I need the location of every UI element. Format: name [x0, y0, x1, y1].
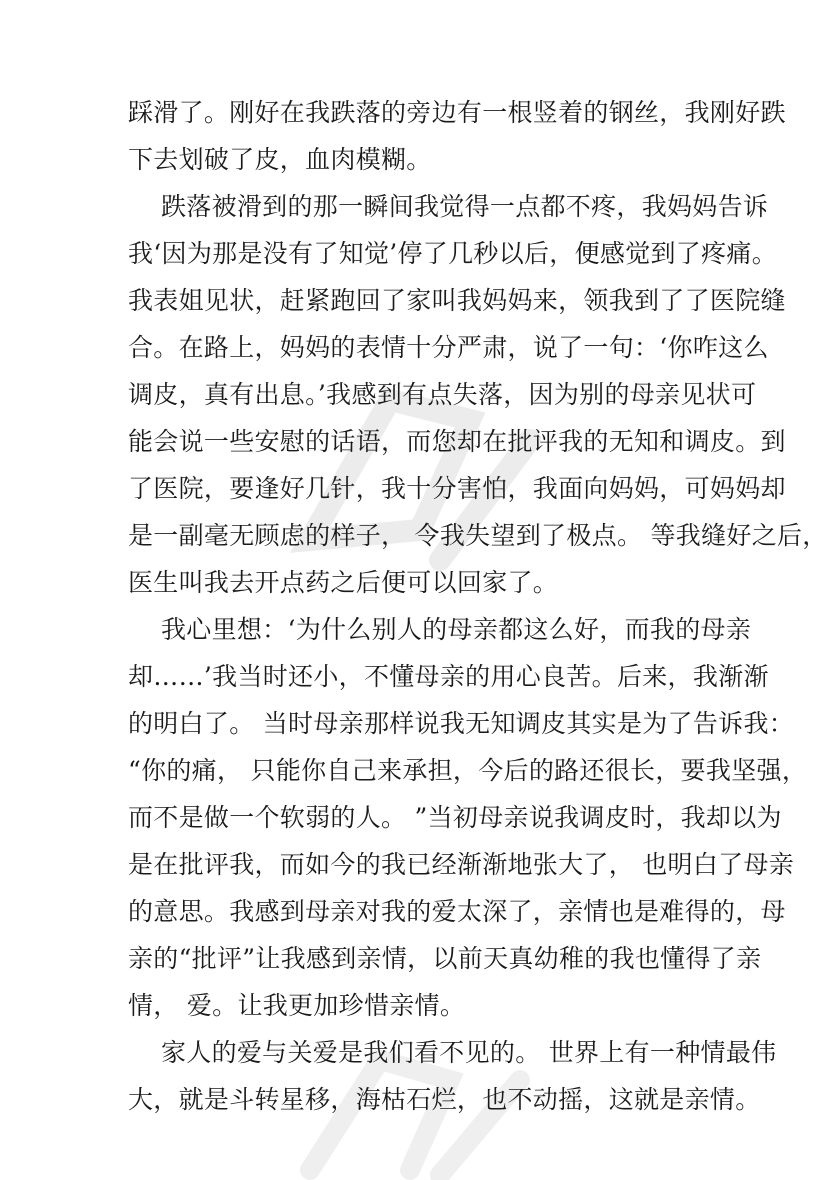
text-line-18: 的意思。我感到母亲对我的爱太深了，亲情也是难得的，母 — [128, 897, 786, 926]
text-line-19: 亲的“批评”让我感到亲情，以前天真幼稚的我也懂得了亲 — [128, 944, 762, 973]
text-line-5: 我表姐见状，赶紧跑回了家叫我妈妈来，领我到了了医院缝 — [128, 286, 786, 315]
text-line-2: 下去划破了皮，血肉模糊。 — [128, 145, 432, 174]
text-line-4: 我‘因为那是没有了知觉’停了几秒以后，便感觉到了疼痛。 — [128, 239, 777, 268]
text-line-15: “你的痛， 只能你自己来承担，今后的路还很长，要我坚强， — [128, 756, 808, 785]
text-line-3: 跌落被滑到的那一瞬间我觉得一点都不疼，我妈妈告诉 — [128, 192, 769, 221]
text-line-14: 的明白了。 当时母亲那样说我无知调皮其实是为了告诉我： — [128, 709, 795, 738]
text-line-21: 家人的爱与关爱是我们看不见的。 世界上有一种情最伟 — [128, 1038, 777, 1067]
text-line-8: 能会说一些安慰的话语，而您却在批评我的无知和调皮。到 — [128, 427, 786, 456]
text-line-16: 而不是做一个软弱的人。 ”当初母亲说我调皮时，我却以为 — [128, 803, 782, 832]
text-line-20: 情， 爱。让我更加珍惜亲情。 — [128, 991, 466, 1020]
text-line-11: 医生叫我去开点药之后便可以回家了。 — [128, 568, 559, 597]
text-line-17: 是在批评我，而如今的我已经渐渐地张大了， 也明白了母亲 — [128, 850, 795, 879]
text-line-22: 大，就是斗转星移，海枯石烂，也不动摇，这就是亲情。 — [128, 1085, 761, 1114]
text-line-12: 我心里想：‘为什么别人的母亲都这么好，而我的母亲 — [128, 615, 752, 644]
text-line-10: 是一副毫无顾虑的样子， 令我失望到了极点。 等我缝好之后， — [128, 521, 828, 550]
text-line-7: 调皮，真有出息。’我感到有点失落，因为别的母亲见状可 — [128, 380, 757, 409]
text-line-1: 踩滑了。刚好在我跌落的旁边有一根竖着的钢丝，我刚好跌 — [128, 98, 786, 127]
text-line-6: 合。在路上，妈妈的表情十分严肃，说了一句：‘你咋这么 — [128, 333, 769, 362]
text-line-9: 了医院，要逢好几针，我十分害怕，我面向妈妈，可妈妈却 — [128, 474, 786, 503]
text-line-13: 却……’我当时还小，不懂母亲的用心良苦。后来，我渐渐 — [128, 662, 769, 691]
